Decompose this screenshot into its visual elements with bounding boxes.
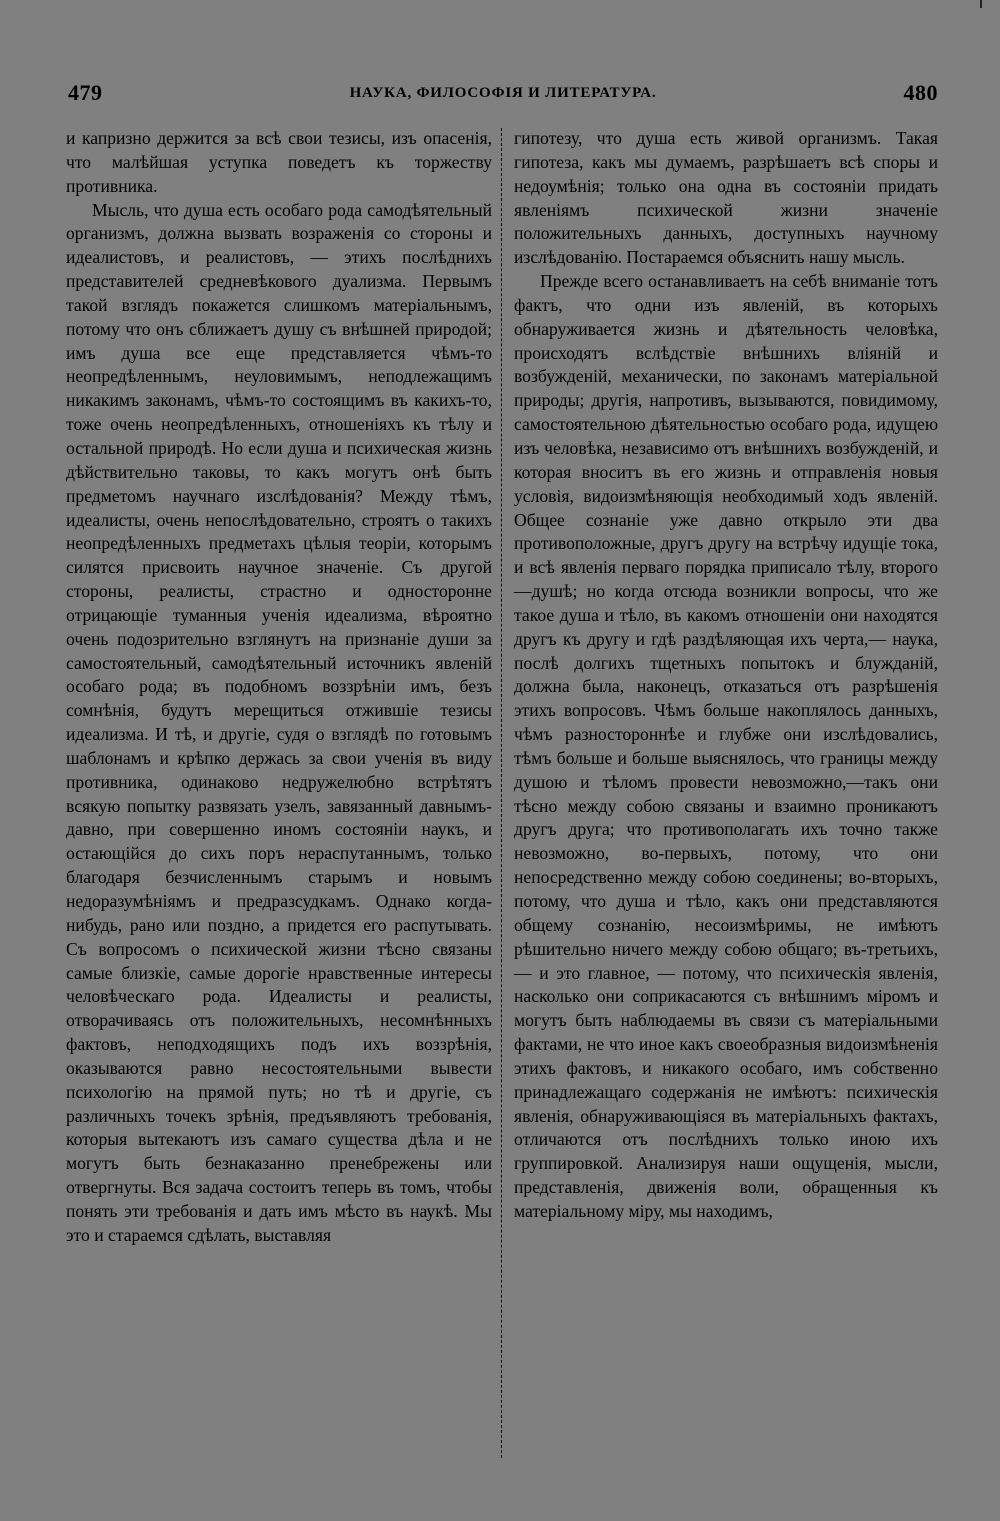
column-divider (501, 128, 502, 1458)
right-paragraph-2: Прежде всего останавливаетъ на себѣ вниманіе тотъ фактъ, что одни изъ явленій, въ которыхъ обнаруживается жизнь и дѣятельность человѣка, происходятъ вслѣдствіе внѣшнихъ вліяній и возбужденій, механически, по законамъ матеріальной природы; другія, напротивъ, вызываются, повидимому, самостоятельною дѣятельностью особаго рода, идущею изъ человѣка, независимо отъ внѣшнихъ возбужденій, и которая вноситъ въ его жизнь и отправленія новыя условія, видоизмѣняющія необходимый ходъ явленій. Общее сознаніе уже давно открыло эти два противоположные, другъ другу на встрѣчу идущіе тока, и всѣ явленія перваго порядка приписало тѣлу, второго—душѣ; но когда отсюда возникли вопросы, что же такое душа и тѣло, въ какомъ отношеніи они находятся другъ къ другу и гдѣ раздѣляющая ихъ черта,— наука, послѣ долгихъ тщетныхъ попытокъ и блужданій, должна была, наконецъ, отказаться отъ разрѣшенія этихъ вопросовъ. Чѣмъ больше накоплялось данныхъ, чѣмъ разностороннѣе и глубже они изслѣдовались, тѣмъ больше и больше выяснялось, что границы между душою и тѣломъ провести невозможно,—такъ они тѣсно между собою связаны и взаимно проникаютъ другъ друга; что противополагать ихъ точно также невозможно, во-первыхъ, потому, что они непосредственно между собою соединены; во-вторыхъ, потому, что душа и тѣло, какъ они представляются общему сознанію, несоизмѣримы, не имѣютъ рѣшительно ничего между собою общаго; въ-третьихъ, — и это главное, — потому, что психическія явленія, насколько они соприкасаются съ внѣшнимъ міромъ и могутъ быть наблюдаемы въ связи съ матеріальными фактами, не что иное какъ своеобразныя видоизмѣненія этихъ фактовъ, и никакого особаго, имъ собственно принадлежащаго содержанія не имѣютъ: психическія явленія, обнаруживающіяся въ матеріальныхъ фактахъ, отличаются отъ послѣднихъ только иною ихъ группировкой. Анализируя наши ощущенія, мысли, представленія, движенія воли, обращенныя къ матеріальному міру, мы находимъ, (514, 271, 938, 1221)
left-paragraph-2: Мысль, что душа есть особаго рода самодѣятельный организмъ, должна вызвать возраженія со стороны и идеалистовъ, и реалистовъ, — этихъ послѣднихъ представителей средневѣкового дуализма. Первымъ такой взглядъ покажется слишкомъ матеріальнымъ, потому что онъ сближаетъ душу съ внѣшней природой; имъ душа все еще представляется чѣмъ-то неопредѣленнымъ, неуловимымъ, неподлежащимъ никакимъ законамъ, чѣмъ-то состоящимъ въ какихъ-то, тоже очень неопредѣленныхъ, отношеніяхъ къ тѣлу и остальной природѣ. Но если душа и психическая жизнь дѣйствительно таковы, то какъ могутъ онѣ быть предметомъ научнаго изслѣдованія? Между тѣмъ, идеалисты, очень непослѣдовательно, строятъ о такихъ неопредѣленныхъ предметахъ цѣлыя теоріи, которымъ силятся присвоить научное значеніе. Съ другой стороны, реалисты, страстно и односторонне отрицающіе туманныя ученія идеализма, вѣроятно очень подозрительно взглянутъ на признаніе души за самостоятельный, самодѣятельный источникъ явленій особаго рода; въ подобномъ воззрѣніи имъ, безъ сомнѣнія, будутъ мерещиться отжившіе тезисы идеализма. И тѣ, и другіе, судя о взглядѣ по готовымъ шаблонамъ и крѣпко держась за свои ученія въ виду противника, одинаково недружелюбно встрѣтятъ всякую попытку развязать узелъ, завязанный давнымъ-давно, при совершенно иномъ состояніи наукъ, и остающійся до сихъ поръ нераспутаннымъ, только благодаря безчисленнымъ старымъ и новымъ недоразумѣніямъ и предразсудкамъ. Однако когда-нибудь, рано или поздно, а придется его распутывать. Съ вопросомъ о психической жизни тѣсно связаны самые близкіе, самые дорогіе нравственные интересы человѣческаго рода. Идеалисты и реалисты, отворачиваясь отъ положительныхъ, несомнѣнныхъ фактовъ, неподходящихъ подъ ихъ воззрѣнія, оказываются равно несостоятельными вывести психологію на прямой путь; но тѣ и другіе, съ различныхъ точекъ зрѣнія, предъявляютъ требованія, которыя вытекаютъ изъ самаго существа дѣла и не могутъ быть безнаказанно пренебрежены или отвергнуты. Вся задача состоитъ теперь въ томъ, чтобы понять эти требованія и дать имъ мѣсто въ наукѣ. Мы это и стараемся сдѣлать, выставляя (66, 199, 492, 1245)
left-column (66, 127, 492, 1248)
right-paragraph-1: гипотезу, что душа есть живой организмъ. Такая гипотеза, какъ мы думаемъ, разрѣшаетъ всѣ споры и недоумѣнія; только она одна въ состояніи придать явленіямъ психической жизни значеніе положительныхъ данныхъ, доступныхъ научному изслѣдованію. Постараемся объяснить нашу мысль. (514, 128, 938, 268)
right-column (514, 127, 938, 1224)
page-number-right: 480 (903, 80, 938, 105)
page-number-left: 479 (68, 80, 103, 105)
running-header (68, 80, 938, 114)
corner-mark (980, 0, 982, 8)
left-paragraph-1: и капризно держится за всѣ свои тезисы, изъ опасенія, что малѣйшая уступка поведетъ къ торжеству противника. (66, 128, 492, 196)
running-title: НАУКА, ФИЛОСОФІЯ И ЛИТЕРАТУРА. (349, 85, 657, 101)
